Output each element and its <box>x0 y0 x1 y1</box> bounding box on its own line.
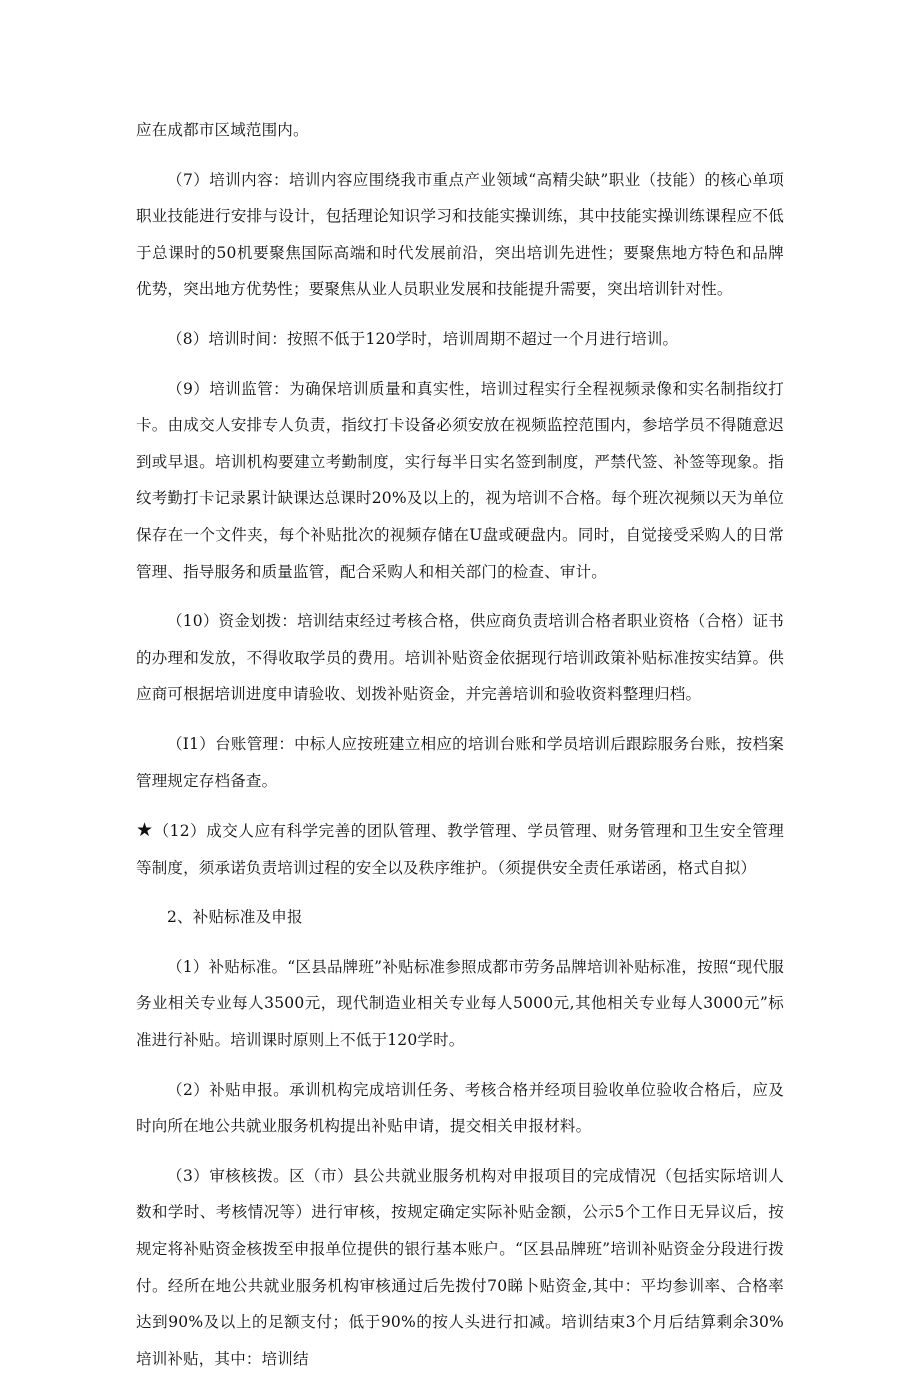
star-icon: ★ <box>136 819 154 842</box>
paragraph-training-time: （8）培训时间：按照不低于120学时，培训周期不超过一个月进行培训。 <box>167 329 679 348</box>
paragraph-fund-allocation: （10）资金划拨：培训结束经过考核合格，供应商负责培训合格者职业资格（合格）证书的办理和发放，不得收取学员的费用。培训补贴资金依据现行培训政策补贴标准按实结算。供应商可根据培训进度申请验收、划拨补贴资金，并完善培训和验收资料整理归档。 <box>136 612 784 704</box>
paragraph-management-system-text: （12）成交人应有科学完善的团队管理、教学管理、学员管理、财务管理和卫生安全管理等制度，须承诺负责培训过程的安全以及秩序维护。（须提供安全责任承诺函，格式自拟） <box>136 822 784 877</box>
paragraph-ledger-management: （I1）台账管理：中标人应按班建立相应的培训台账和学员培训后跟踪服务台账，按档案管理规定存档备查。 <box>136 734 784 790</box>
paragraph-subsidy-application: （2）补贴申报。承训机构完成培训任务、考核合格并经项目验收单位验收合格后，应及时向所在地公共就业服务机构提出补贴申请，提交相关申报材料。 <box>136 1080 784 1136</box>
section-heading-subsidy: 2、补贴标准及申报 <box>167 908 303 927</box>
document-page <box>136 112 784 1390</box>
paragraph-subsidy-standard: （1）补贴标准。“区县品牌班”补贴标准参照成都市劳务品牌培训补贴标准，按照“现代服务业相关专业每人3500元，现代制造业相关专业每人5000元,其他相关专业每人3000元”标准进行补贴。培训课时原则上不低于120学时。 <box>136 957 784 1050</box>
paragraph-continuation: 应在成都市区域范围内。 <box>136 121 309 139</box>
paragraph-training-supervision: （9）培训监管：为确保培训质量和真实性，培训过程实行全程视频录像和实名制指纹打卡。由成交人安排专人负责，指纹打卡设备必须安放在视频监控范围内，参培学员不得随意迟到或早退。培训机构要建立考勤制度，实行每半日实名签到制度，严禁代签、补签等现象。指纹考勤打卡记录累计缺课达总课时20%及以上的，视为培训不合格。每个班次视频以天为单位保存在一个文件夹，每个补贴批次的视频存储在U盘或硬盘内。同时，自觉接受采购人的日常管理、指导服务和质量监管，配合采购人和相关部门的检查、审计。 <box>136 379 784 581</box>
paragraph-review-allocation: （3）审核核拨。区（市）县公共就业服务机构对申报项目的完成情况（包括实际培训人数和学时、考核情况等）进行审核，按规定确定实际补贴金额，公示5个工作日无异议后，按规定将补贴资金核拨至申报单位提供的银行基本账户。“区县品牌班”培训补贴资金分段进行拨付。经所在地公共就业服务机构审核通过后先拨付70睇卜贴资金,其中：平均参训率、合格率达到90%及以上的足额支付；低于90%的按人头进行扣减。培训结束3个月后结算剩余30%培训补贴，其中：培训结 <box>136 1166 784 1368</box>
paragraph-training-content: （7）培训内容：培训内容应围绕我市重点产业领域“高精尖缺”职业（技能）的核心单项职业技能进行安排与设计，包括理论知识学习和技能实操训练，其中技能实操训练课程应不低于总课时的50机要聚焦国际高端和时代发展前沿，突出培训先进性；要聚焦地方特色和品牌优势，突出地方优势性；要聚焦从业人员职业发展和技能提升需要，突出培训针对性。 <box>136 170 784 299</box>
paragraph-management-system <box>136 812 784 886</box>
